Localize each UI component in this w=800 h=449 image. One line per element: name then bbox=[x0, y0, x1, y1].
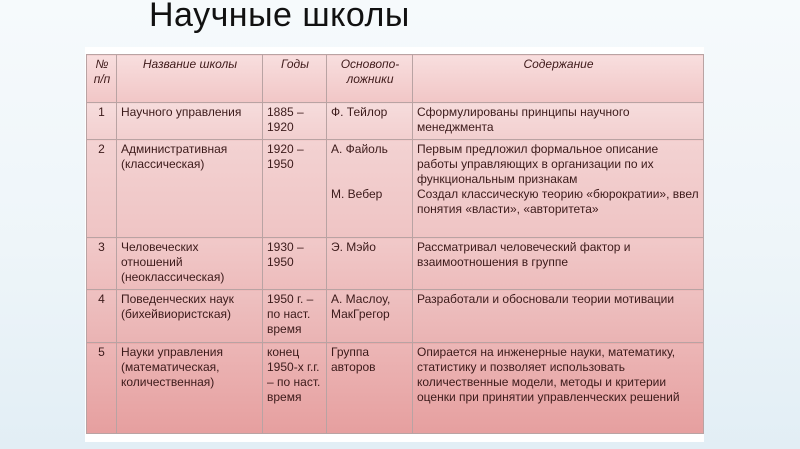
cell-years: конец 1950-х г.г. – по наст. время bbox=[263, 343, 327, 434]
cell-school-name: Человеческих отношений (неоклассическая) bbox=[117, 238, 263, 290]
cell-content: Опирается на инженерные науки, математику, статистику и позволяет использовать количественные модели, методы и критерии оценки при принятии управленческих решений bbox=[413, 343, 704, 434]
cell-number: 5 bbox=[87, 343, 117, 434]
cell-years: 1920 – 1950 bbox=[263, 140, 327, 238]
table-header-row bbox=[87, 55, 704, 103]
cell-content: Рассматривал человеческий фактор и взаимоотношения в группе bbox=[413, 238, 704, 290]
cell-founders: Группа авторов bbox=[327, 343, 413, 434]
cell-founders: Э. Мэйо bbox=[327, 238, 413, 290]
cell-school-name: Научного управления bbox=[117, 103, 263, 140]
content-weber: Создал классическую теорию «бюрократии», ввел понятия «власти», «авторитета» bbox=[417, 187, 699, 216]
cell-number: 2 bbox=[87, 140, 117, 238]
cell-content bbox=[413, 140, 704, 238]
header-school-name: Название школы bbox=[117, 55, 263, 103]
header-founders: Основопо-ложники bbox=[327, 55, 413, 103]
cell-content: Разработали и обосновали теории мотивации bbox=[413, 290, 704, 343]
cell-number: 1 bbox=[87, 103, 117, 140]
schools-table bbox=[86, 54, 704, 434]
founder-fayol: А. Файоль bbox=[331, 142, 388, 156]
cell-school-name: Административная (классическая) bbox=[117, 140, 263, 238]
table-row bbox=[87, 140, 704, 238]
cell-founders bbox=[327, 140, 413, 238]
cell-school-name: Поведенческих наук (бихейвиористская) bbox=[117, 290, 263, 343]
content-fayol: Первым предложил формальное описание работы управляющих в организации по их функциональным признакам bbox=[417, 142, 659, 186]
cell-years: 1930 – 1950 bbox=[263, 238, 327, 290]
cell-school-name: Науки управления (математическая, количественная) bbox=[117, 343, 263, 434]
slide-title: Научные школы bbox=[149, 0, 410, 34]
header-number: № п/п bbox=[87, 55, 117, 103]
cell-founders: Ф. Тейлор bbox=[327, 103, 413, 140]
cell-years: 1950 г. – по наст. время bbox=[263, 290, 327, 343]
cell-years: 1885 – 1920 bbox=[263, 103, 327, 140]
table-row bbox=[87, 343, 704, 434]
table-row bbox=[87, 103, 704, 140]
cell-number: 3 bbox=[87, 238, 117, 290]
header-content: Содержание bbox=[413, 55, 704, 103]
founder-weber: М. Вебер bbox=[331, 187, 383, 201]
header-years: Годы bbox=[263, 55, 327, 103]
table-row bbox=[87, 238, 704, 290]
cell-content: Сформулированы принципы научного менеджмента bbox=[413, 103, 704, 140]
table-row bbox=[87, 290, 704, 343]
cell-founders: А. Маслоу, МакГрегор bbox=[327, 290, 413, 343]
cell-number: 4 bbox=[87, 290, 117, 343]
